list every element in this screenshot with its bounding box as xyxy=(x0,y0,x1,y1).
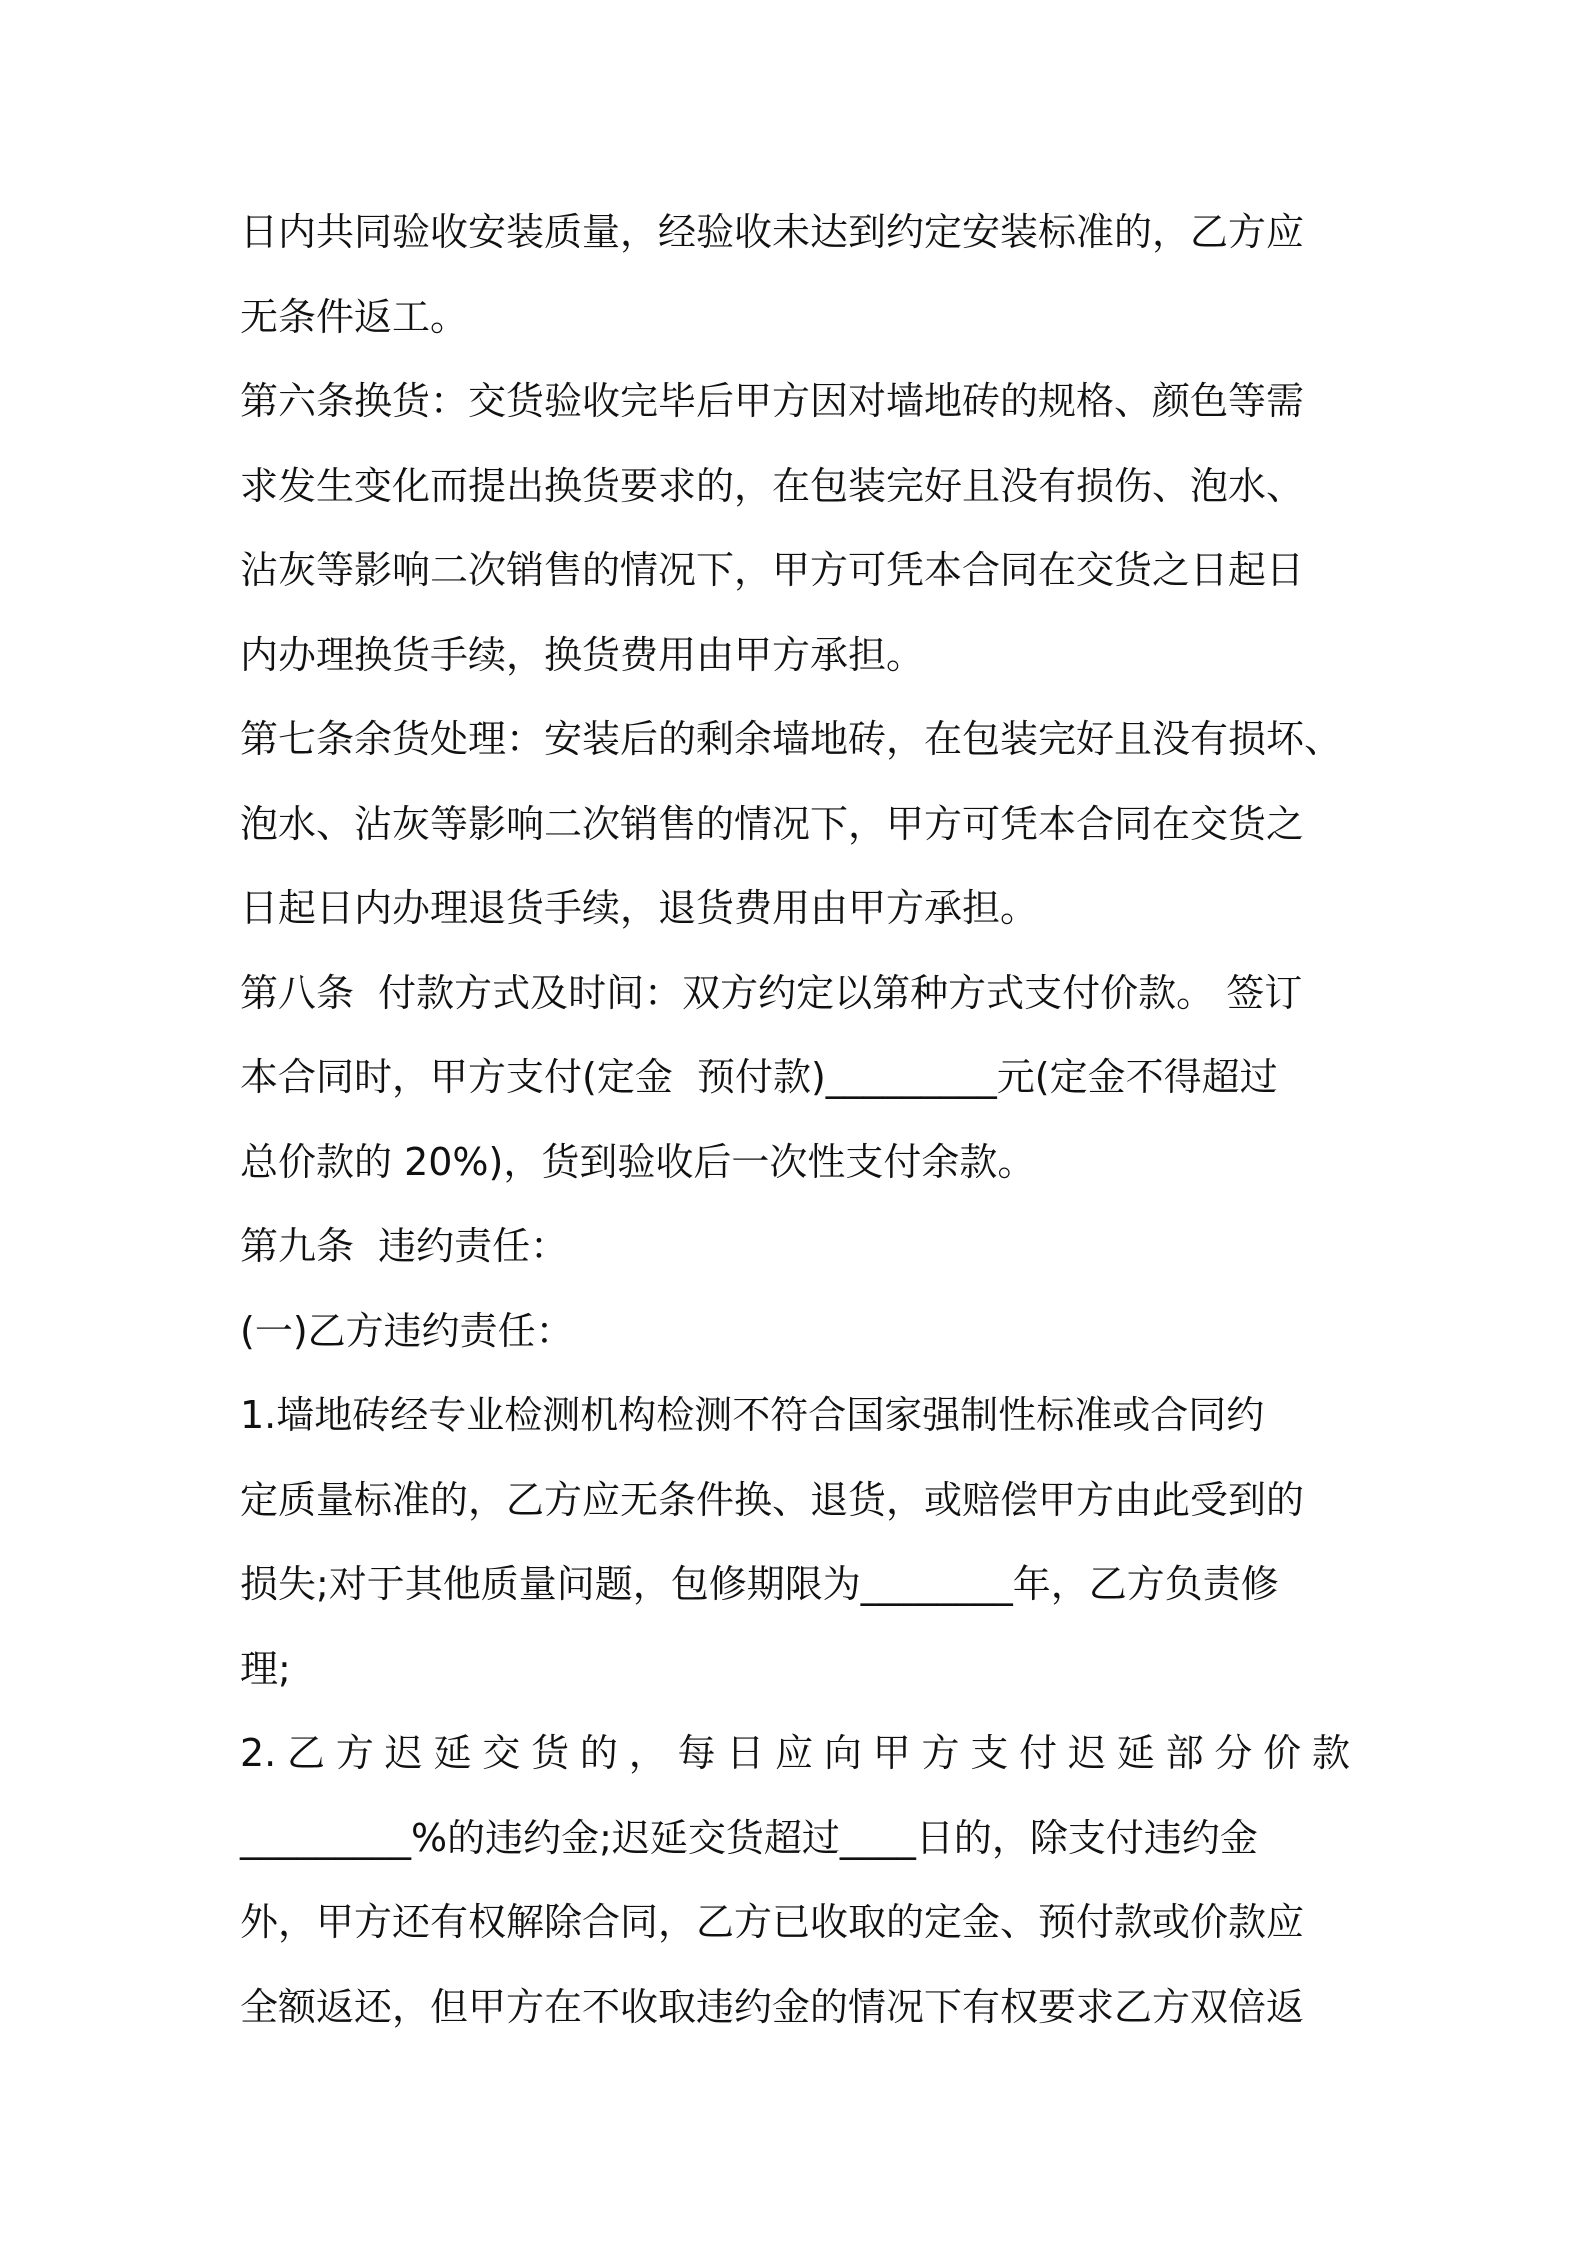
text-line-17: 损失;对于其他质量问题，包修期限为________年，乙方负责修 xyxy=(240,1562,1279,1606)
article-7-heading-line: 第七条余货处理：安装后的剩余墙地砖，在包装完好且没有损坏、 xyxy=(240,717,1343,761)
text-line-4: 求发生变化而提出换货要求的，在包装完好且没有损伤、泡水、 xyxy=(240,463,1305,508)
text-line-12: 总价款的 20%)，货到验收后一次性支付余款。 xyxy=(240,1139,1036,1184)
contract-text xyxy=(240,190,1350,2049)
text-line-18: 理; xyxy=(240,1646,291,1691)
article-8-heading-line: 第八条 付款方式及时间：双方约定以第种方式支付价款。 签订 xyxy=(240,970,1303,1015)
text-line-22: 全额返还，但甲方在不收取违约金的情况下有权要求乙方双倍返 xyxy=(240,1984,1305,2029)
text-line-6: 内办理换货手续，换货费用由甲方承担。 xyxy=(240,632,925,677)
article-9-heading: 第九条 违约责任： xyxy=(240,1224,569,1268)
text-line-2: 无条件返工。 xyxy=(240,294,469,339)
text-line-9: 日起日内办理退货手续，退货费用由甲方承担。 xyxy=(240,886,1039,930)
item-2-line: 2.乙方迟延交货的，每日应向甲方支付迟延部分价款 xyxy=(240,1731,1350,1775)
text-line-20: _________%的违约金;迟延交货超过____日的，除支付违约金 xyxy=(240,1815,1258,1860)
article-6-heading-line: 第六条换货：交货验收完毕后甲方因对墙地砖的规格、颜色等需 xyxy=(240,379,1305,423)
text-line-11: 本合同时，甲方支付(定金 预付款)_________元(定金不得超过 xyxy=(240,1055,1278,1099)
text-line-16: 定质量标准的，乙方应无条件换、退货，或赔偿甲方由此受到的 xyxy=(240,1477,1305,1522)
text-line-8: 泡水、沾灰等影响二次销售的情况下，甲方可凭本合同在交货之 xyxy=(240,801,1305,846)
text-line-1: 日内共同验收安装质量，经验收未达到约定安装标准的，乙方应 xyxy=(240,210,1305,254)
text-line-21: 外，甲方还有权解除合同，乙方已收取的定金、预付款或价款应 xyxy=(240,1900,1305,1944)
text-line-5: 沾灰等影响二次销售的情况下，甲方可凭本合同在交货之日起日 xyxy=(240,548,1305,592)
item-1-line: 1.墙地砖经专业检测机构检测不符合国家强制性标准或合同约 xyxy=(240,1393,1265,1437)
section-1-heading: (一)乙方违约责任： xyxy=(240,1308,574,1353)
